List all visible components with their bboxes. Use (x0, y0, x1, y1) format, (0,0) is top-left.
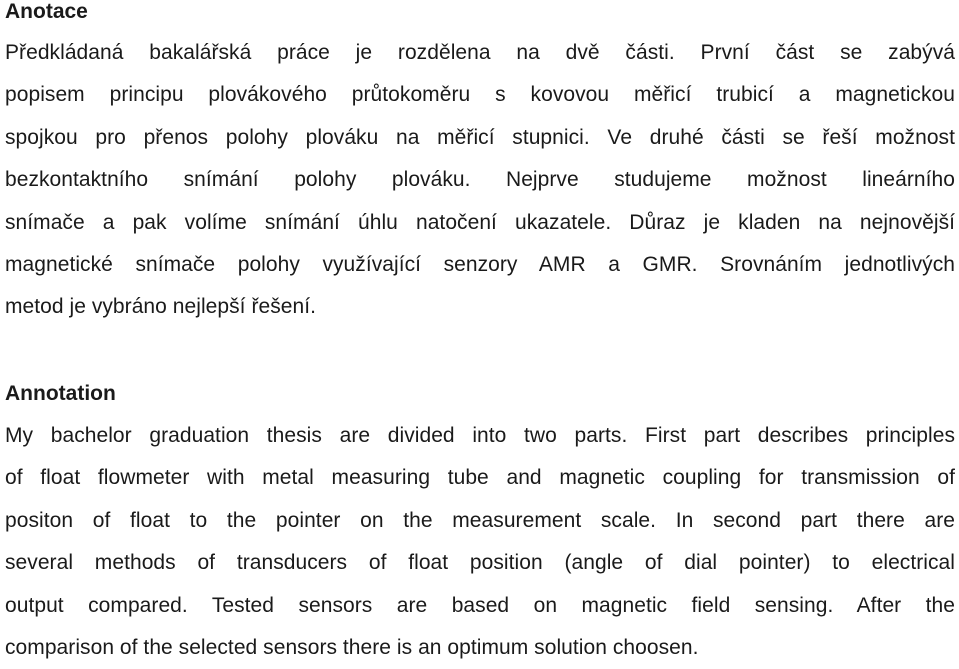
czech-abstract-line-7: metod je vybráno nejlepší řešení. (5, 295, 316, 319)
english-abstract-line-2: of float flowmeter with metal measuring tube and magnetic coupling for transmission of (5, 466, 955, 490)
english-abstract-line-4: several methods of transducers of float position (angle of dial pointer) to electrical (5, 551, 955, 575)
english-abstract-line-5: output compared. Tested sensors are based on magnetic field sensing. After the (5, 593, 955, 617)
english-abstract-heading: Annotation (5, 382, 116, 405)
czech-abstract-paragraph (5, 32, 955, 329)
czech-abstract-line-3: spojkou pro přenos polohy plováku na měřicí stupnici. Ve druhé části se řeší možnost (5, 125, 955, 149)
english-abstract-line-1: My bachelor graduation thesis are divided into two parts. First part describes principles (5, 424, 955, 447)
english-abstract-line-6: comparison of the selected sensors there is an optimum solution choosen. (5, 636, 699, 660)
czech-abstract-line-4: bezkontaktního snímání polohy plováku. Nejprve studujeme možnost lineárního (5, 168, 955, 192)
english-abstract-line-3: positon of float to the pointer on the measurement scale. In second part there are (5, 508, 955, 532)
czech-abstract-line-5: snímače a pak volíme snímání úhlu natočení ukazatele. Důraz je kladen na nejnovější (5, 210, 955, 234)
czech-abstract-heading: Anotace (5, 0, 88, 23)
czech-abstract-line-1: Předkládaná bakalářská práce je rozdělena na dvě části. První část se zabývá (5, 41, 955, 64)
english-abstract-paragraph (5, 415, 955, 669)
czech-abstract-line-6: magnetické snímače polohy využívající senzory AMR a GMR. Srovnáním jednotlivých (5, 253, 955, 277)
czech-abstract-line-2: popisem principu plovákového průtokoměru s kovovou měřicí trubicí a magnetickou (5, 83, 955, 107)
